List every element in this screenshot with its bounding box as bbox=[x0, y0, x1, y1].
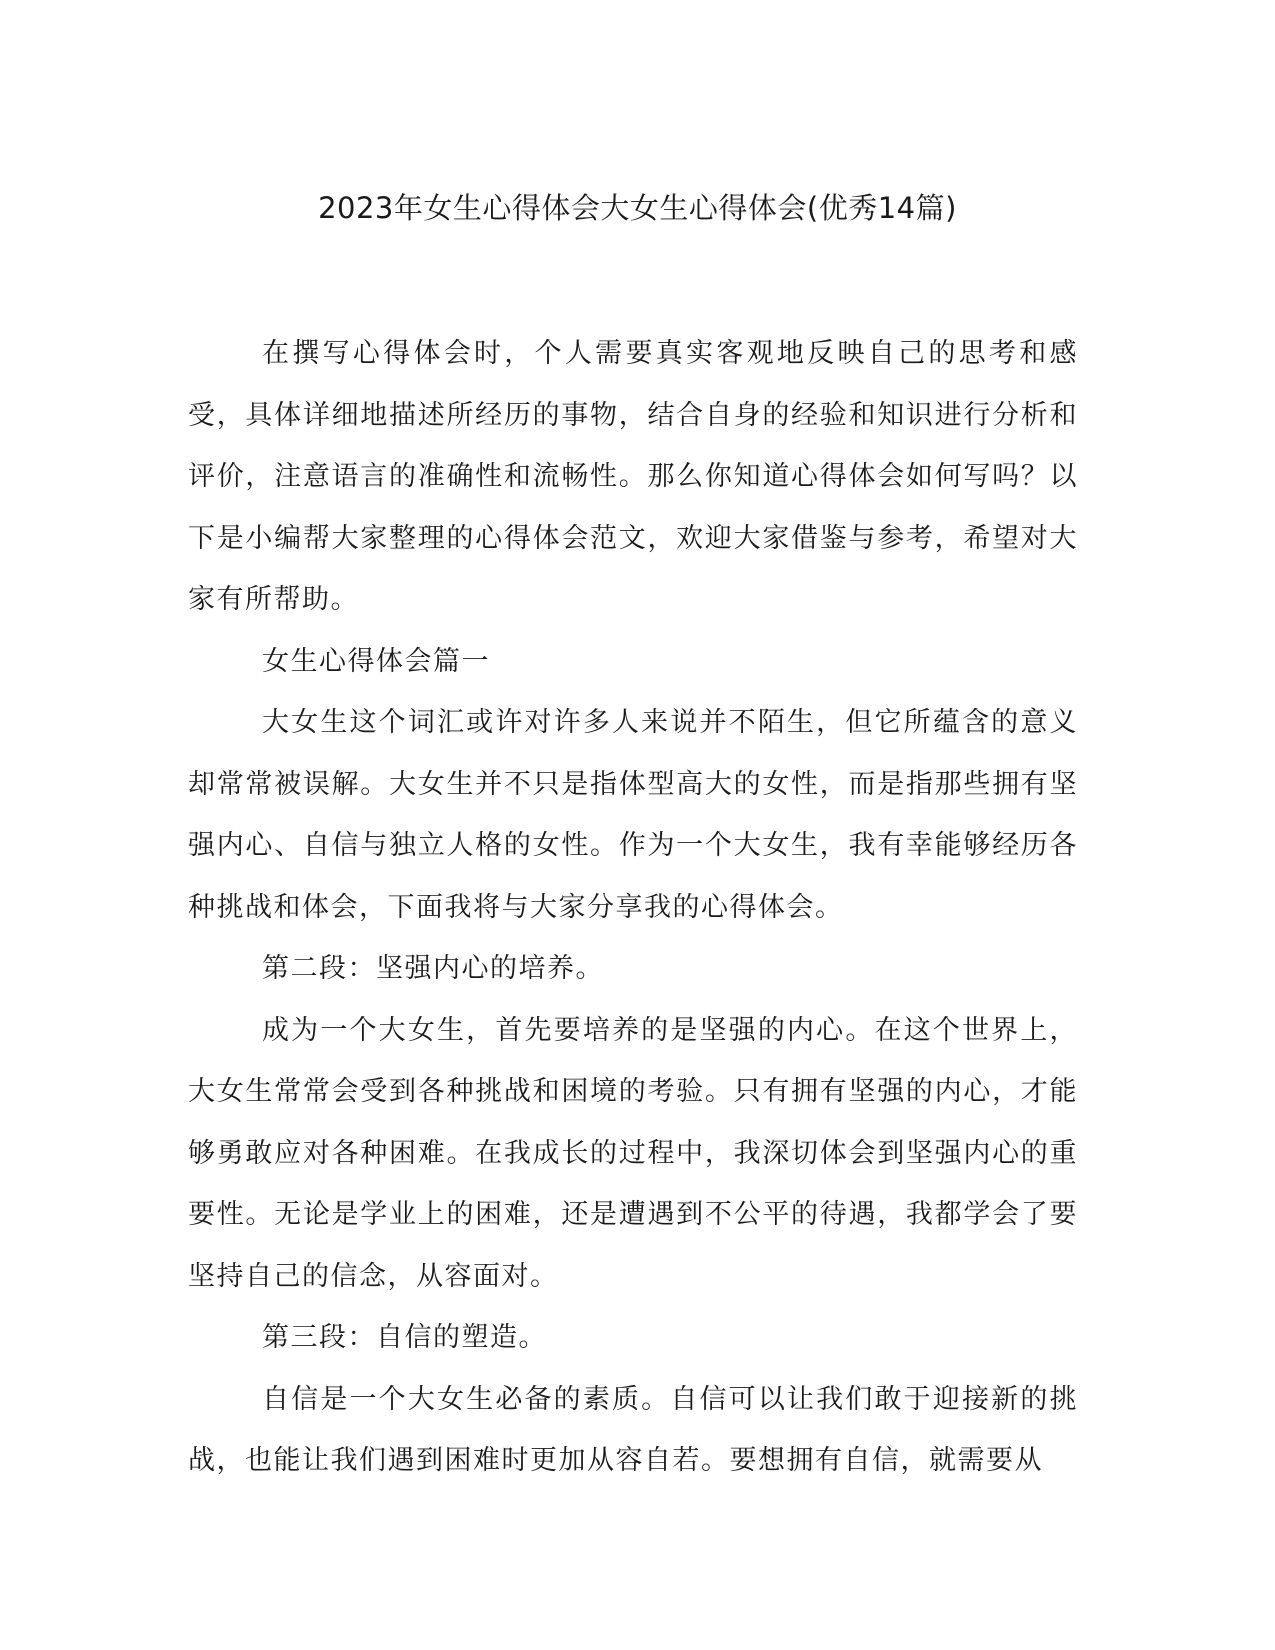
intro-paragraph: 在撰写心得体会时，个人需要真实客观地反映自己的思考和感受，具体详细地描述所经历的事物，结合自身的经验和知识进行分析和评价，注意语言的准确性和流畅性。那么你知道心得体会如何写吗？以下是小编帮大家整理的心得体会范文，欢迎大家借鉴与参考，希望对大家有所帮助。 bbox=[188, 338, 1078, 615]
section-heading-second: 第二段：坚强内心的培养。 bbox=[262, 953, 604, 984]
document-body bbox=[188, 323, 1078, 1492]
body-paragraph: 成为一个大女生，首先要培养的是坚强的内心。在这个世界上，大女生常常会受到各种挑战和困境的考验。只有拥有坚强的内心，才能够勇敢应对各种困难。在我成长的过程中，我深切体会到坚强内心的重要性。无论是学业上的困难，还是遭遇到不公平的待遇，我都学会了要坚持自己的信念，从容面对。 bbox=[188, 1014, 1078, 1292]
section-heading-third: 第三段：自信的塑造。 bbox=[262, 1322, 547, 1353]
document-title: 2023年女生心得体会大女生心得体会(优秀14篇) bbox=[318, 191, 957, 225]
body-paragraph: 大女生这个词汇或许对许多人来说并不陌生，但它所蕴含的意义却常常被误解。大女生并不只是指体型高大的女性，而是指那些拥有坚强内心、自信与独立人格的女性。作为一个大女生，我有幸能够经历各种挑战和体会，下面我将与大家分享我的心得体会。 bbox=[188, 707, 1078, 923]
body-paragraph: 自信是一个大女生必备的素质。自信可以让我们敢于迎接新的挑战，也能让我们遇到困难时更加从容自若。要想拥有自信，就需要从 bbox=[188, 1383, 1078, 1476]
section-heading-part-one: 女生心得体会篇一 bbox=[262, 645, 490, 677]
